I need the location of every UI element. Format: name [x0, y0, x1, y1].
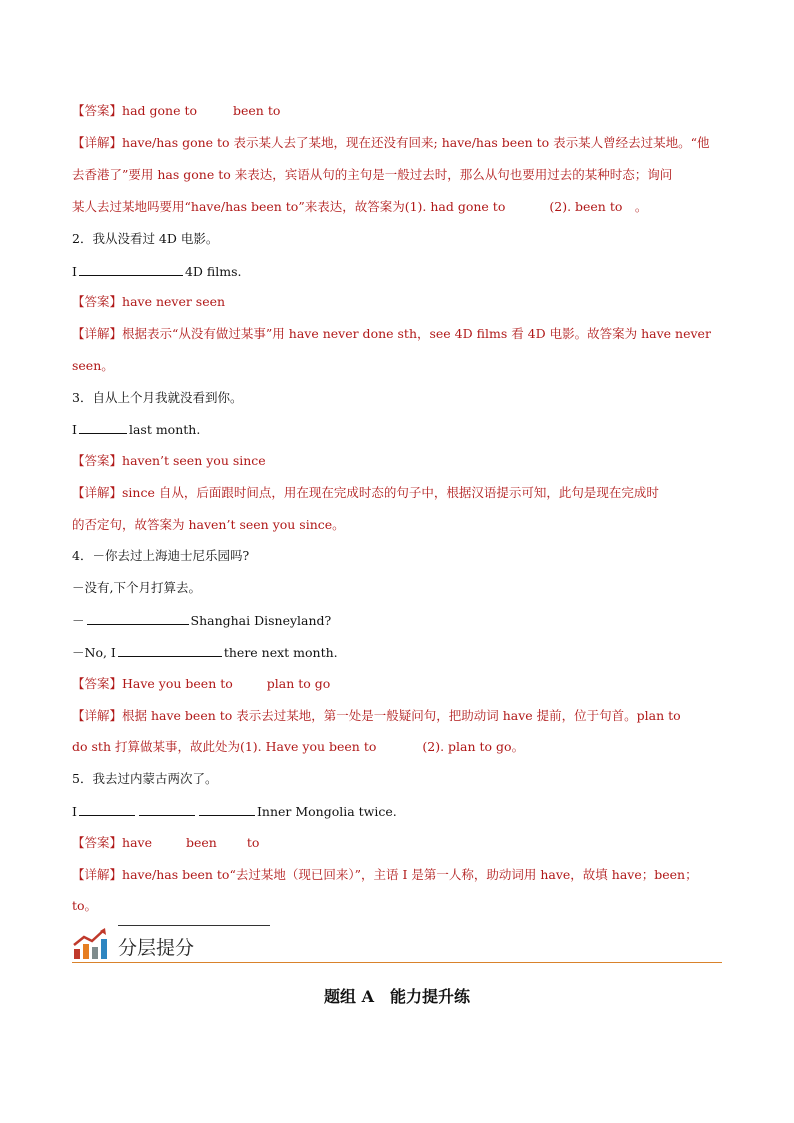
q5-answer-a: have	[122, 835, 152, 850]
q4-blank-2[interactable]	[118, 644, 222, 657]
q2-detail-line-1: 【详解】根据表示“从没有做过某事”用 have never done sth，see 4D films 看 4D 电影。故答案为 have never	[72, 326, 711, 341]
section-title: 分层提分	[118, 937, 195, 959]
q5-blank-3[interactable]	[199, 803, 255, 816]
q3-answer-line: 【答案】haven’t seen you since	[72, 453, 266, 468]
q1-detail-line-2: 去香港了”要用 has gone to 来表达，宾语从句的主句是一般过去时，那么从句也要用过去的某种时态；询问	[72, 167, 673, 182]
q3-stem: I last month.	[72, 422, 201, 437]
q1-answer-b: been to	[233, 103, 281, 118]
q5-blank-1[interactable]	[79, 803, 135, 816]
q4-answer-a: Have you been to	[122, 676, 233, 691]
q5-detail-line-2: to。	[72, 898, 98, 913]
q3-detail-line-1: 【详解】since 自从，后面跟时间点，用在现在完成时态的句子中，根据汉语提示可知，此句是现在完成时	[72, 485, 659, 500]
group-heading: 题组 A 能力提升练	[324, 987, 470, 1006]
detail-tag: 【详解】	[72, 135, 123, 150]
q1-answer-a: had gone to	[122, 103, 197, 118]
q5-answer-line: 【答案】have been to	[72, 835, 260, 850]
q4-detail-line-2: do sth 打算做某事，故此处为(1). Have you been to (2). plan to go。	[72, 739, 525, 754]
q5-stem: I Inner Mongolia twice.	[72, 804, 397, 819]
answer-tag: 【答案】	[72, 103, 123, 118]
q4-prompt-2: －没有,下个月打算去。	[72, 580, 201, 595]
q4-stem-2: －No, I there next month.	[72, 645, 338, 660]
q4-answer-b: plan to go	[266, 676, 331, 691]
q2-detail-line-2: seen。	[72, 358, 114, 373]
q3-blank[interactable]	[79, 421, 127, 434]
q1-answer-line	[72, 103, 280, 119]
q2-answer: have never seen	[122, 294, 226, 309]
bar-chart-trend-icon	[72, 927, 108, 961]
q4-detail-line-1: 【详解】根据 have been to 表示去过某地，第一处是一般疑问句，把助动词 have 提前，位于句首。plan to	[72, 708, 681, 723]
section-top-line	[118, 925, 270, 926]
section-header	[72, 925, 722, 965]
q3-detail-line-2: 的否定句，故答案为 haven’t seen you since。	[72, 517, 345, 532]
q2-blank[interactable]	[79, 263, 183, 276]
q2-answer-line: 【答案】have never seen	[72, 294, 226, 309]
q5-detail-line-1: 【详解】have/has been to“去过某地（现已回来）”，主语 I 是第一人称，助动词用 have，故填 have；been；	[72, 867, 698, 882]
q2-prompt: 2．我从没看过 4D 电影。	[72, 231, 219, 246]
q4-blank-1[interactable]	[87, 612, 189, 625]
q5-answer-b: been	[185, 835, 217, 850]
q5-blank-2[interactable]	[139, 803, 195, 816]
q3-prompt: 3．自从上个月我就没看到你。	[72, 390, 243, 405]
q2-stem: I 4D films.	[72, 264, 242, 279]
q4-prompt: 4．－你去过上海迪士尼乐园吗?	[72, 548, 250, 563]
q4-answer-line: 【答案】Have you been to plan to go	[72, 676, 331, 691]
q1-detail-line-3: 某人去过某地吗要用“have/has been to”来表达，故答案为(1). had gone to (2). been to 。	[72, 199, 648, 214]
q5-prompt: 5．我去过内蒙古两次了。	[72, 771, 218, 786]
q4-stem-1: － Shanghai Disneyland?	[72, 613, 332, 628]
q3-answer: haven’t seen you since	[122, 453, 266, 468]
q1-detail-line-1: 【详解】have/has gone to 表示某人去了某地，现在还没有回来; have/has been to 表示某人曾经去过某地。“他	[72, 135, 710, 150]
q5-answer-c: to	[246, 835, 260, 850]
section-rule	[72, 962, 722, 963]
